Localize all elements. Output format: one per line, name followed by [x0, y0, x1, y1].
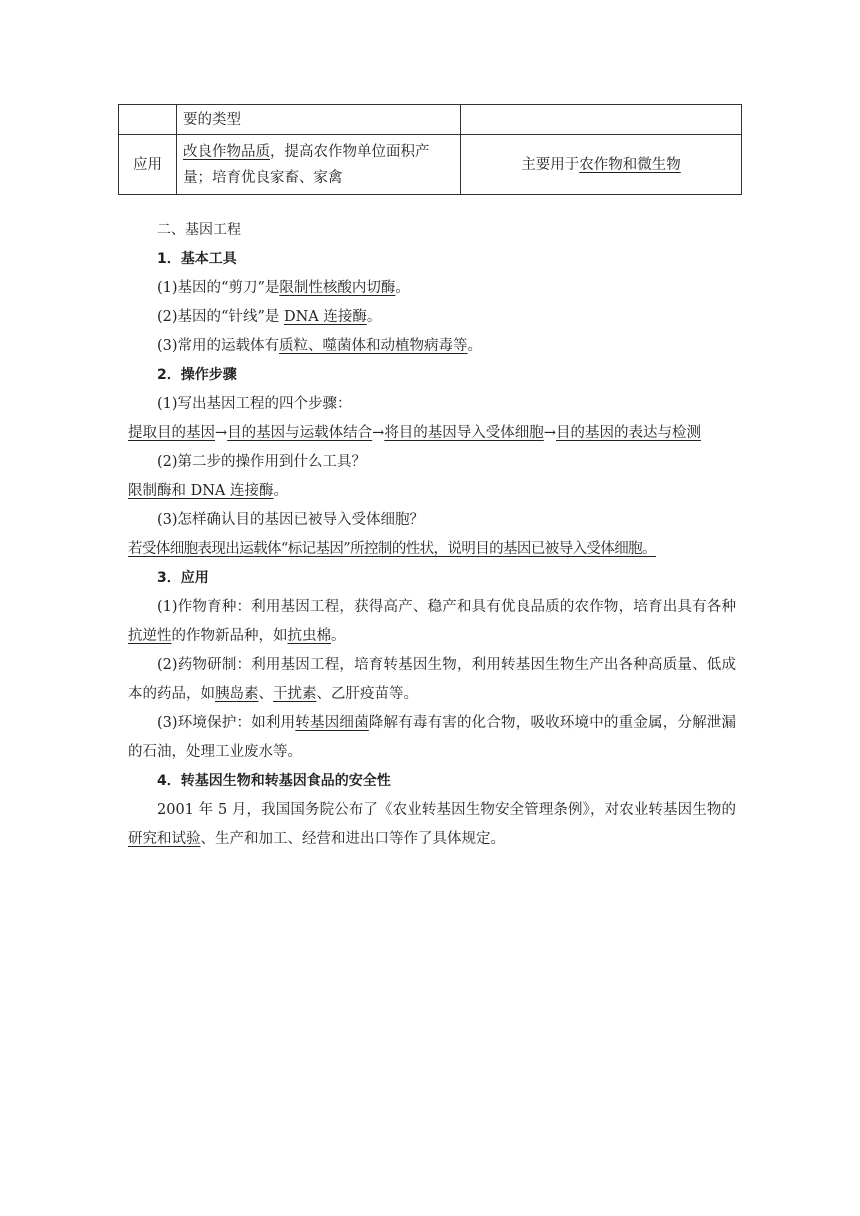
- answer-underline: 农作物和微生物: [579, 156, 681, 173]
- row-label-application: 应用: [119, 135, 177, 195]
- arrow-icon: →: [543, 425, 556, 441]
- text-span: (3)环境保护：如利用: [157, 715, 296, 731]
- text-span: ，提高农作物单位面积产量；培育优良家畜、家禽: [183, 143, 430, 186]
- application-paragraph-2: [128, 651, 736, 709]
- application-paragraph-1: [128, 593, 736, 651]
- text-span: 2001 年 5 月，我国国务院公布了《农业转基因生物安全管理条例》，对农业转基因生物的: [157, 802, 736, 818]
- table-cell: [119, 105, 177, 135]
- answer-underline: 干扰素: [273, 686, 317, 702]
- text-span: 降解有毒有害的化合物，吸收环境中的重金属，分解泄漏的石油，处理工业废水等。: [128, 715, 737, 760]
- table-row: [119, 135, 742, 195]
- answer-underline: 转基因细菌: [295, 715, 369, 731]
- comparison-table: [118, 104, 742, 195]
- steps-question-1: (1)写出基因工程的四个步骤：: [157, 396, 352, 412]
- answer-underline: 胰岛素: [215, 686, 259, 702]
- arrow-icon: →: [372, 425, 385, 441]
- text-span: 。: [395, 280, 410, 296]
- tools-item-1: [128, 274, 736, 303]
- heading-applications: 3．应用: [157, 570, 209, 586]
- arrow-icon: →: [215, 425, 228, 441]
- text-span: 、生产和加工、经营和进出口等作了具体规定。: [200, 831, 505, 847]
- heading-steps: 2．操作步骤: [157, 367, 237, 383]
- answer-underline: 限制酶和 DNA 连接酶: [128, 483, 274, 499]
- heading-basic-tools: 1．基本工具: [157, 251, 237, 267]
- step-4: 目的基因的表达与检测: [555, 425, 701, 441]
- text-span: 、: [258, 686, 273, 702]
- text-span: (2)基因的“针线”是: [157, 309, 284, 325]
- text-span: 。: [273, 483, 289, 499]
- table-cell-gene-recombination-application: [177, 135, 461, 195]
- application-paragraph-3: [128, 709, 736, 767]
- answer-underline: 抗逆性: [128, 628, 172, 644]
- text-span: 。: [331, 628, 346, 644]
- main-content: [128, 216, 736, 854]
- answer-underline: DNA 连接酶: [283, 309, 367, 325]
- steps-question-3: (3)怎样确认目的基因已被导入受体细胞？: [157, 512, 425, 528]
- table-cell: [461, 105, 742, 135]
- answer-underline: 改良作物品质: [183, 143, 270, 160]
- answer-underline: 研究和试验: [128, 831, 201, 847]
- step-2: 目的基因与运载体结合: [227, 425, 373, 441]
- text-span: 主要用于: [521, 156, 580, 173]
- answer-underline: 质粒、噬菌体和动植物病毒等: [279, 338, 468, 354]
- text-span: 。: [366, 309, 382, 325]
- steps-question-2: (2)第二步的操作用到什么工具？: [157, 454, 367, 470]
- steps-answer-1: [128, 419, 736, 448]
- section-title: 二、基因工程: [157, 222, 241, 238]
- tools-item-2: [128, 303, 736, 332]
- table-cell: 要的类型: [177, 105, 461, 135]
- tools-item-3: [128, 332, 736, 361]
- steps-answer-2: [128, 477, 736, 506]
- text-span: 的作物新品种，如: [171, 628, 288, 644]
- text-span: (2)药物研制：利用基因工程，培育转基因生物，利用转基因生物生产出各种高质量、低成本的药品，如: [128, 657, 736, 702]
- step-3: 将目的基因导入受体细胞: [384, 425, 544, 441]
- step-1: 提取目的基因: [128, 425, 215, 441]
- text-span: (1)基因的“剪刀”是: [157, 280, 280, 296]
- table-row: [119, 105, 742, 135]
- text-span: (3)常用的运载体有: [157, 338, 280, 354]
- table-cell-mutation-application: [461, 135, 742, 195]
- safety-paragraph: [128, 796, 736, 854]
- answer-underline: 若受体细胞表现出运载体“标记基因”所控制的性状，说明目的基因已被导入受体细胞。: [128, 541, 656, 557]
- text-span: (1)作物育种：利用基因工程，获得高产、稳产和具有优良品质的农作物，培育出具有各种: [157, 599, 736, 615]
- answer-underline: 抗虫棉: [287, 628, 331, 644]
- steps-answer-3: [128, 535, 736, 564]
- heading-safety: 4．转基因生物和转基因食品的安全性: [157, 773, 391, 789]
- text-span: 、乙肝疫苗等。: [316, 686, 418, 702]
- answer-underline: 限制性核酸内切酶: [279, 280, 396, 296]
- text-span: 。: [467, 338, 483, 354]
